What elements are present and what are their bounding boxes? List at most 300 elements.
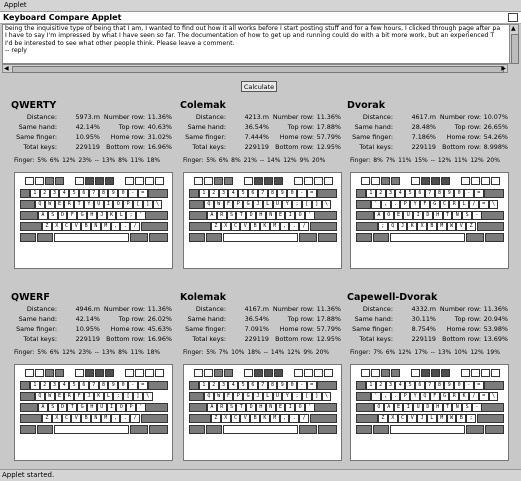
stat-value: 42.14% [75, 123, 100, 131]
keyboard-key: Y [410, 392, 420, 401]
keyboard-key: , [111, 222, 121, 231]
keyboard-key: 8 [268, 381, 278, 390]
stat-row [346, 113, 508, 123]
keyboard-key: 7 [89, 381, 99, 390]
keyboard-key: H [433, 403, 443, 412]
keyboard-key: I [403, 403, 413, 412]
stat-label: Top row: [118, 315, 145, 323]
keyboard-key: 3 [50, 189, 60, 198]
keyboard-key: J [398, 222, 408, 231]
keyboard-key: F [430, 392, 440, 401]
keyboard-key: H [256, 403, 266, 412]
keyboard-key [356, 425, 372, 434]
keyboard-key [20, 414, 42, 423]
stat-value: 4332.m [411, 305, 436, 313]
keyboard-key [356, 189, 366, 198]
keyboard-key: = [138, 189, 148, 198]
keyboard-key [214, 177, 223, 185]
stat-value: 10.95% [75, 325, 100, 333]
keyboard-heatmap [350, 364, 509, 461]
stat-row [10, 143, 172, 153]
keyboard-key: 1 [366, 381, 376, 390]
keyboard-key: K [260, 414, 270, 423]
keyboard-key: A [207, 403, 217, 412]
keyboard-key: 2 [40, 189, 50, 198]
keyboard-key: G [77, 403, 87, 412]
keyboard-key: 4 [228, 381, 238, 390]
keyboard-key: = [138, 381, 148, 390]
keyboard-key: ' [371, 200, 381, 209]
stat-row [179, 123, 341, 133]
keyboard-key: U [97, 403, 107, 412]
keyboard-key: - [297, 189, 307, 198]
keyboard-key [299, 233, 317, 242]
finger-label: Finger: [350, 157, 371, 164]
keyboard-key: / [299, 414, 309, 423]
keyboard-key: S [462, 211, 472, 220]
stat-label: Bottom row: [106, 143, 145, 151]
keyboard-key: T [236, 403, 246, 412]
keyboard-key [421, 369, 430, 377]
stat-value: 10.07% [483, 113, 508, 121]
keyboard-key: E [276, 211, 286, 220]
stat-label: Number row: [272, 113, 314, 121]
comment-textarea[interactable] [2, 24, 512, 64]
keyboard-key: J [417, 414, 427, 423]
keyboard-key: ' [305, 403, 315, 412]
stat-value: 26.02% [147, 315, 172, 323]
keyboard-key [361, 369, 370, 377]
scroll-left-icon[interactable]: ◀ [4, 65, 9, 72]
keyboard-key [421, 177, 430, 185]
keyboard-key: 6 [415, 189, 425, 198]
keyboard-key: . [391, 200, 401, 209]
keyboard-key: Q [35, 392, 45, 401]
stat-value: 7.091% [244, 325, 269, 333]
keyboard-key [95, 177, 104, 185]
stat-value: 53.98% [483, 325, 508, 333]
stat-value: 54.26% [483, 133, 508, 141]
keyboard-key: 4 [228, 189, 238, 198]
stat-row [346, 305, 508, 315]
stat-label: Home row: [110, 133, 145, 141]
keyboard-key: C [62, 414, 72, 423]
layout-panel [179, 100, 341, 280]
keyboard-key [20, 425, 36, 434]
keyboard-key [244, 369, 253, 377]
stat-row [10, 113, 172, 123]
keyboard-key [356, 403, 374, 412]
stat-row [346, 315, 508, 325]
stats-table [179, 113, 341, 153]
keyboard-key: U [273, 392, 283, 401]
comment-line: being the inquisitive type of being that I am, I wanted to find out how it all works before I start posting stuff and for a few hours, I clicked through page after pa [5, 25, 501, 32]
keyboard-key: Y [410, 200, 420, 209]
keyboard-key: 7 [425, 381, 435, 390]
keyboard-key [194, 177, 203, 185]
keyboard-key: B [250, 222, 260, 231]
keyboard-key: 5 [405, 381, 415, 390]
stat-value: 17.88% [316, 315, 341, 323]
keyboard-key: 0 [454, 189, 464, 198]
keyboard-key: C [231, 222, 241, 231]
keyboard-key: 1 [30, 189, 40, 198]
keyboard-key: [ [302, 200, 312, 209]
keyboard-key [484, 189, 504, 198]
scroll-thumb[interactable] [511, 34, 519, 64]
keyboard-key [471, 177, 480, 185]
finger-values: 7% 6% 12% 17% -- 13% 10% 12% 19% [373, 349, 500, 356]
keyboard-key: Z [211, 222, 221, 231]
keyboard-key [371, 177, 380, 185]
stat-value: 26.65% [483, 123, 508, 131]
layout-name: Capewell-Dvorak [347, 292, 438, 303]
layout-panel [10, 292, 172, 472]
keyboard-heatmap [14, 364, 173, 461]
stat-label: Same finger: [352, 325, 393, 333]
keyboard-key: [ [133, 200, 143, 209]
keyboard-key: R [64, 392, 74, 401]
window-title: Keyboard Compare Applet [3, 13, 122, 22]
scroll-right-icon[interactable]: ▶ [501, 65, 506, 72]
keyboard-key: ] [312, 200, 322, 209]
scroll-thumb[interactable] [12, 66, 504, 73]
keyboard-key [381, 369, 390, 377]
keyboard-key: T [74, 200, 84, 209]
calculate-button[interactable]: Calculate [241, 81, 277, 92]
layout-name: QWERF [11, 292, 50, 303]
keyboard-key: X [221, 222, 231, 231]
keyboard-key: F [224, 392, 234, 401]
keyboard-key: G [77, 211, 87, 220]
stat-value: 4946.m [75, 305, 100, 313]
keyboard-key [105, 177, 114, 185]
keyboard-key: J [97, 211, 107, 220]
horizontal-scrollbar[interactable] [2, 64, 508, 73]
keyboard-key [214, 369, 223, 377]
keyboard-key: 5 [238, 189, 248, 198]
vertical-scrollbar[interactable] [509, 24, 519, 64]
keyboard-key: Z [42, 222, 52, 231]
scroll-up-icon[interactable]: ▲ [511, 25, 516, 32]
keyboard-key: 5 [69, 189, 79, 198]
keyboard-key: 8 [268, 189, 278, 198]
keyboard-key: M [270, 414, 280, 423]
keyboard-key: 4 [395, 381, 405, 390]
keyboard-key [35, 177, 44, 185]
stat-value: 17.88% [316, 123, 341, 131]
finger-label: Finger: [183, 157, 204, 164]
stat-label: Bottom row: [275, 143, 314, 151]
keyboard-heatmap [183, 172, 342, 269]
keyboard-key [145, 369, 154, 377]
keyboard-key [466, 425, 484, 434]
stat-value: 7.186% [411, 133, 436, 141]
keyboard-key [149, 233, 168, 242]
keyboard-key: 7 [89, 189, 99, 198]
keyboard-key [189, 211, 207, 220]
keyboard-key: , [111, 414, 121, 423]
keyboard-key: ' [305, 211, 315, 220]
keyboard-key: 7 [425, 189, 435, 198]
keyboard-key [189, 200, 204, 209]
keyboard-key [310, 222, 337, 231]
keyboard-key: . [120, 222, 130, 231]
keyboard-key: F [224, 200, 234, 209]
layout-panel [179, 292, 341, 472]
stat-label: Total keys: [192, 335, 226, 343]
keyboard-key: X [52, 222, 62, 231]
keyboard-key: 3 [386, 381, 396, 390]
keyboard-key [254, 177, 263, 185]
reply-link[interactable]: -- reply [5, 47, 27, 55]
keyboard-key: 1 [199, 381, 209, 390]
stat-label: Number row: [439, 305, 481, 313]
stat-label: Same hand: [187, 123, 226, 131]
keyboard-key [105, 369, 114, 377]
keyboard-key [371, 369, 380, 377]
keyboard-key [155, 369, 164, 377]
keyboard-key [223, 233, 298, 242]
stat-label: Top row: [118, 123, 145, 131]
stats-table [179, 305, 341, 345]
keyboard-key: , [280, 414, 290, 423]
keyboard-key: V [71, 414, 81, 423]
keyboard-key [189, 392, 204, 401]
keyboard-key [54, 233, 129, 242]
stat-value: 57.79% [316, 325, 341, 333]
stat-label: Top row: [454, 123, 481, 131]
keyboard-key: - [472, 211, 482, 220]
keyboard-key: Z [42, 414, 52, 423]
stat-value: 31.02% [147, 133, 172, 141]
stat-value: 12.95% [316, 143, 341, 151]
keyboard-key [20, 189, 30, 198]
keyboard-key: / [469, 392, 479, 401]
keyboard-key: . [120, 414, 130, 423]
keyboard-key [373, 233, 389, 242]
keyboard-key [20, 211, 38, 220]
keyboard-key [481, 369, 490, 377]
menubar [0, 0, 521, 12]
keyboard-key: B [427, 222, 437, 231]
stat-value: 229119 [411, 335, 436, 343]
keyboard-key: I [107, 403, 117, 412]
keyboard-key [481, 211, 504, 220]
keyboard-key: K [94, 392, 104, 401]
keyboard-key: ; [466, 414, 476, 423]
keyboard-key [37, 425, 53, 434]
keyboard-key [411, 369, 420, 377]
keyboard-key: S [48, 211, 58, 220]
keyboard-key [304, 369, 313, 377]
stat-value: 16.96% [147, 143, 172, 151]
maximize-icon[interactable] [508, 13, 518, 22]
finger-usage [14, 349, 160, 356]
keyboard-key [148, 381, 168, 390]
stat-label: Same hand: [18, 123, 57, 131]
finger-label: Finger: [14, 157, 35, 164]
menu-applet[interactable]: Applet [4, 1, 27, 9]
stat-label: Number row: [103, 113, 145, 121]
keyboard-key: 7 [258, 381, 268, 390]
stat-label: Top row: [287, 315, 314, 323]
keyboard-key: 5 [238, 381, 248, 390]
keyboard-key [20, 381, 30, 390]
keyboard-key: K [107, 211, 117, 220]
keyboard-key: 5 [405, 189, 415, 198]
layout-panel [10, 100, 172, 280]
keyboard-key: Z [378, 414, 388, 423]
keyboard-key: 4 [395, 189, 405, 198]
stat-label: Same hand: [187, 315, 226, 323]
keyboard-key: - [128, 189, 138, 198]
stat-row [346, 143, 508, 153]
finger-usage [14, 157, 160, 164]
keyboard-key [206, 425, 222, 434]
finger-values: 5% 6% 8% 21% -- 14% 12% 9% 20% [206, 157, 326, 164]
keyboard-key: W [214, 200, 224, 209]
stat-value: 4167.m [244, 305, 269, 313]
finger-values: 5% 7% 10% 18% -- 14% 12% 9% 20% [206, 349, 330, 356]
keyboard-key [75, 177, 84, 185]
stat-label: Distance: [362, 305, 393, 313]
keyboard-key: E [394, 211, 404, 220]
keyboard-key [466, 233, 484, 242]
keyboard-key: 0 [454, 381, 464, 390]
keyboard-key [149, 425, 168, 434]
keyboard-key: 3 [386, 189, 396, 198]
keyboard-key: N [266, 211, 276, 220]
keyboard-key [294, 369, 303, 377]
keyboard-key [318, 233, 337, 242]
keyboard-key: R [217, 211, 227, 220]
keyboard-key [223, 425, 298, 434]
keyboard-key [189, 189, 199, 198]
keyboard-key: X [221, 414, 231, 423]
keyboard-key [264, 177, 273, 185]
keyboard-key: . [289, 414, 299, 423]
keyboard-key: U [413, 403, 423, 412]
keyboard-key: 9 [444, 381, 454, 390]
keyboard-key: 0 [287, 189, 297, 198]
keyboard-key: N [266, 403, 276, 412]
keyboard-key [20, 200, 35, 209]
keyboard-key: G [440, 392, 450, 401]
keyboard-key: J [253, 392, 263, 401]
keyboard-key: ; [126, 211, 136, 220]
layout-panel [346, 100, 508, 280]
keyboard-key: I [285, 211, 295, 220]
keyboard-key: A [374, 211, 384, 220]
keyboard-key [254, 369, 263, 377]
stat-label: Bottom row: [442, 143, 481, 151]
keyboard-heatmap [350, 172, 509, 269]
keyboard-key: C [231, 414, 241, 423]
keyboard-key: 9 [277, 381, 287, 390]
keyboard-key: P [233, 200, 243, 209]
finger-label: Finger: [350, 349, 371, 356]
stat-row [179, 113, 341, 123]
keyboard-key [324, 177, 333, 185]
stat-row [10, 123, 172, 133]
keyboard-key: ; [292, 200, 302, 209]
keyboard-key: 9 [444, 189, 454, 198]
keyboard-key [20, 233, 36, 242]
finger-values: 5% 6% 12% 23% -- 13% 8% 11% 18% [37, 349, 161, 356]
keyboard-key: T [236, 211, 246, 220]
keyboard-key: R [64, 200, 74, 209]
stat-row [179, 305, 341, 315]
keyboard-key [431, 369, 440, 377]
keyboard-key: 9 [108, 381, 118, 390]
keyboard-key: 5 [69, 381, 79, 390]
keyboard-key: 0 [287, 381, 297, 390]
keyboard-key: \ [322, 392, 332, 401]
keyboard-key: C [398, 414, 408, 423]
keyboard-key: F [67, 211, 77, 220]
stat-value: 229119 [75, 143, 100, 151]
stat-value: 12.95% [316, 335, 341, 343]
keyboard-key: . [391, 392, 401, 401]
keyboard-key: 9 [108, 189, 118, 198]
stat-label: Same hand: [354, 315, 393, 323]
keyboard-key: B [250, 414, 260, 423]
keyboard-key [85, 177, 94, 185]
keyboard-key: P [233, 392, 243, 401]
keyboard-key: Q [420, 392, 430, 401]
keyboard-key: 0 [118, 381, 128, 390]
keyboard-key: U [273, 200, 283, 209]
keyboard-key: X [52, 414, 62, 423]
keyboard-key: H [87, 211, 97, 220]
keyboard-key: Q [388, 222, 398, 231]
stat-label: Distance: [26, 113, 57, 121]
stat-label: Total keys: [23, 143, 57, 151]
keyboard-key: P [400, 200, 410, 209]
keyboard-key: N [91, 222, 101, 231]
keyboard-key [485, 233, 504, 242]
stat-value: 11.36% [316, 305, 341, 313]
keyboard-key: ] [312, 392, 322, 401]
keyboard-key: 6 [248, 189, 258, 198]
keyboard-key: 6 [79, 189, 89, 198]
keyboard-key: / [299, 222, 309, 231]
keyboard-key: P [123, 200, 133, 209]
keyboard-key: 6 [248, 381, 258, 390]
stat-value: 4617.m [411, 113, 436, 121]
keyboard-key: H [256, 211, 266, 220]
stat-label: Distance: [362, 113, 393, 121]
stat-row [346, 325, 508, 335]
stat-value: 40.63% [147, 123, 172, 131]
keyboard-key: 0 [118, 189, 128, 198]
keyboard-key: J [253, 200, 263, 209]
keyboard-key: Q [35, 200, 45, 209]
keyboard-key: , [280, 222, 290, 231]
keyboard-key: - [297, 381, 307, 390]
keyboard-key: W [214, 392, 224, 401]
keyboard-key [461, 177, 470, 185]
stat-row [10, 315, 172, 325]
keyboard-key [75, 369, 84, 377]
keyboard-key [471, 369, 480, 377]
keyboard-key: D [58, 403, 68, 412]
keyboard-key: = [479, 200, 489, 209]
stat-value: 4213.m [244, 113, 269, 121]
keyboard-key [356, 200, 371, 209]
keyboard-key [391, 369, 400, 377]
